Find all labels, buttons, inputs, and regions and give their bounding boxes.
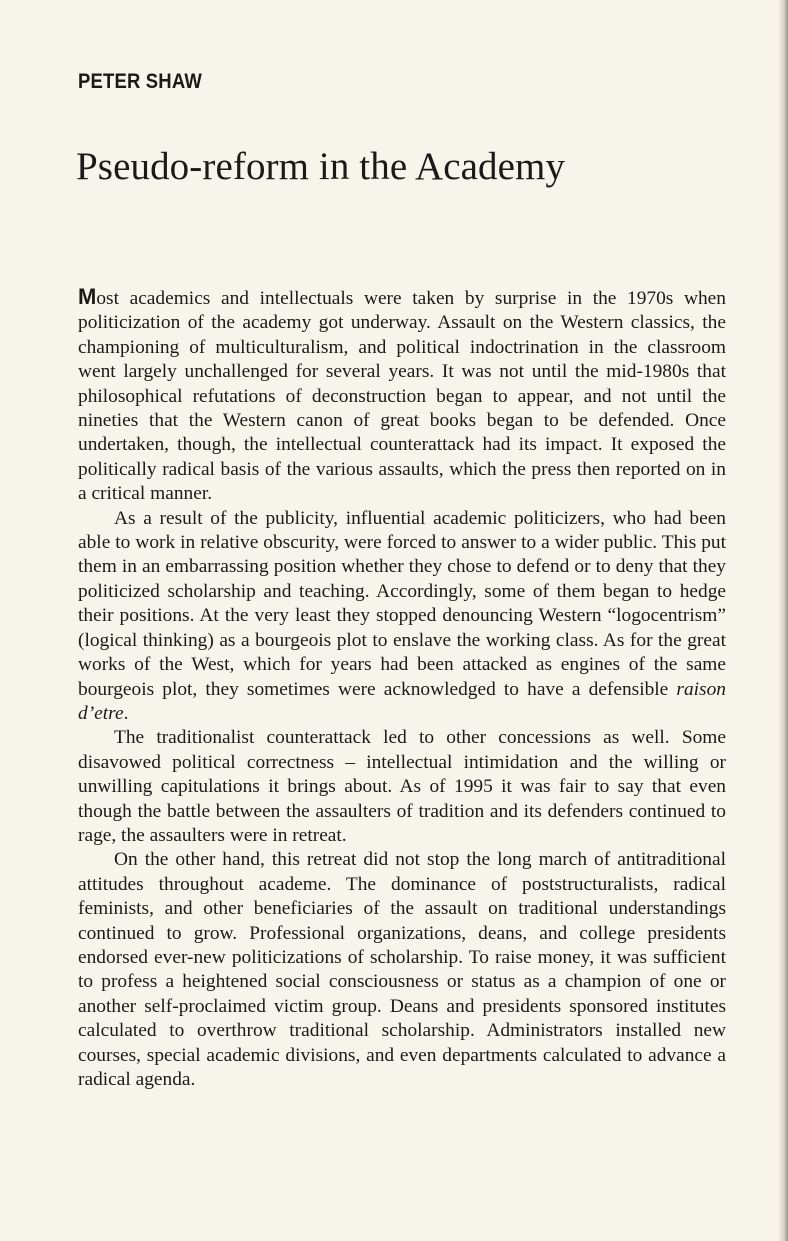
paragraph-3: The traditionalist counterattack led to other concessions as well. Some disavowed political correctness – intellectual intimidation and the willing or unwilling capitulations it brings about. As of 1995 it was fair to say that even though the battle between the assaulters of tradition and its defenders continued to rage, the assaulters were in retreat.	[78, 727, 726, 846]
paragraph-2	[78, 507, 726, 727]
paragraph-1	[78, 285, 726, 507]
paragraph-4: On the other hand, this retreat did not stop the long march of antitraditional attitudes throughout academe. The dominance of poststructuralists, radical feminists, and other beneficiaries of the assault on traditional understandings continued to grow. Professional organizations, deans, and college presidents endorsed ever-new politicizations of scholarship. To raise money, it was sufficient to profess a heightened social consciousness or status as a champion of one or another self-proclaimed victim group. Deans and presidents sponsored institutes calculated to overthrow traditional scholarship. Administrators installed new courses, special academic divisions, and even departments calculated to advance a radical agenda.	[78, 849, 726, 1090]
paragraph-2-end: .	[123, 702, 129, 724]
italic-phrase: raison d’etre	[78, 678, 726, 724]
paragraph-2-text: As a result of the publicity, influential academic politicizers, who had been able to work in relative obscurity, were forced to answer to a wider public. This put them in an embarrassing position whether they chose to defend or to deny that they politicized scholarship and teaching. Accordingly, some of them began to hedge their positions. At the very least they stopped denouncing Western “logocentrism” (logical thinking) as a bourgeois plot to enslave the working class. As for the great works of the West, which for years had been attacked as engines of the same bourgeois plot, they sometimes were acknowledged to have a defensible	[78, 507, 726, 700]
author-name: PETER SHAW	[78, 70, 202, 93]
page-edge-shadow	[778, 0, 788, 1241]
article-title: Pseudo-reform in the Academy	[76, 145, 566, 188]
paragraph-1-text: ost academics and intellectuals were taken by surprise in the 1970s when politicization of the academy got underway. Assault on the Western classics, the championing of multiculturalism, and political indoctrination in the classroom went largely unchallenged for several years. It was not until the mid-1980s that philosophical refutations of deconstruction began to appear, and not until the nineties that the Western canon of great books began to be defended. Once undertaken, though, the intellectual counterattack had its impact. It exposed the politically radical basis of the various assaults, which the press then reported on in a critical manner.	[78, 288, 726, 505]
article-body	[78, 285, 726, 1092]
drop-cap: M	[78, 284, 97, 309]
